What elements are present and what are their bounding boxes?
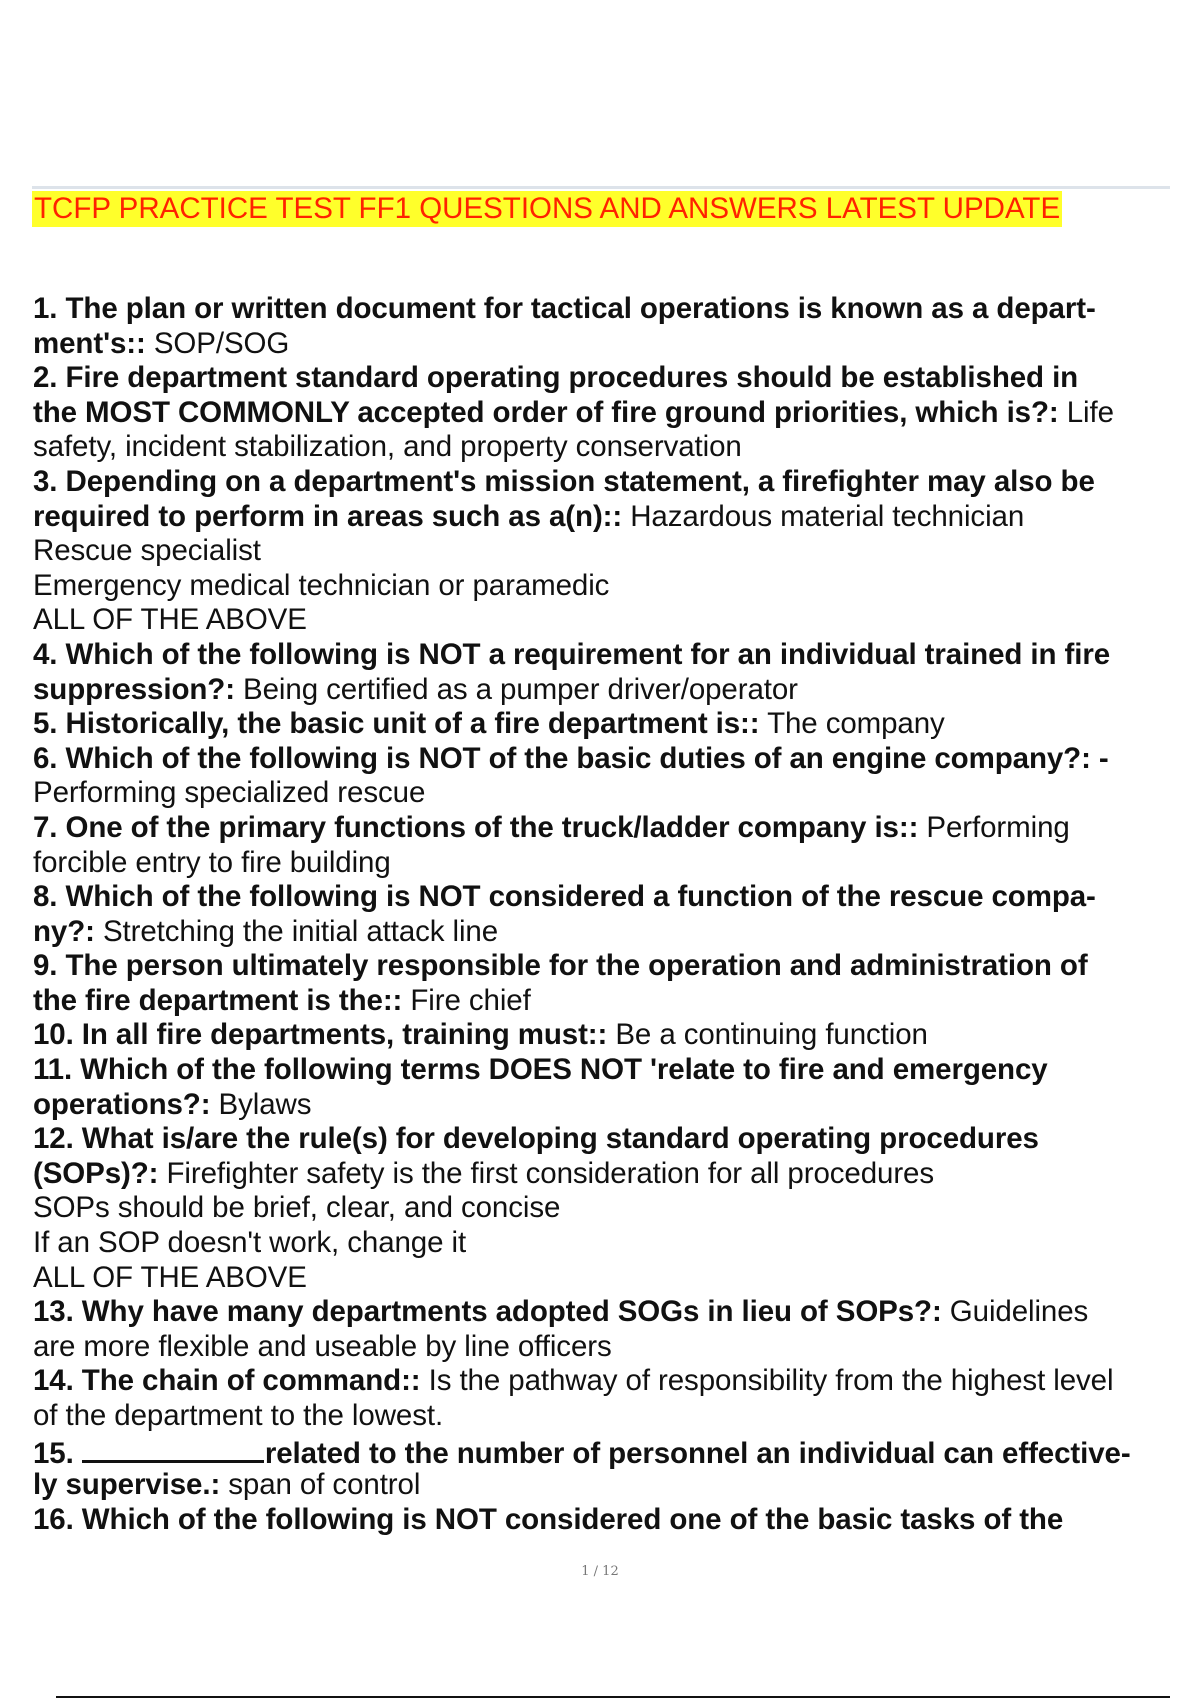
question-text: ny?: [33, 914, 95, 948]
text-line [33, 1261, 1173, 1296]
question-text: 2. Fire department standard operating procedures should be established in [33, 361, 1079, 395]
answer-text: Hazardous material technician [622, 499, 1025, 533]
answer-text: ALL OF THE ABOVE [33, 1260, 307, 1294]
text-line [33, 1330, 1173, 1365]
text-line [33, 569, 1173, 604]
text-line [33, 500, 1173, 535]
question-text: 10. In all fire departments, training must:: [33, 1018, 608, 1052]
text-line [33, 1157, 1173, 1192]
answer-text: The company [759, 707, 945, 741]
question-text: required to perform in areas such as a(n):: [33, 499, 623, 533]
text-line [33, 880, 1173, 915]
question-text: 15. [33, 1436, 82, 1470]
text-line [33, 742, 1173, 777]
text-line [33, 1226, 1173, 1261]
question-text: (SOPs)?: [33, 1156, 159, 1190]
question-text: operations?: [33, 1087, 211, 1121]
question-text: 8. Which of the following is NOT considered a function of the rescue compa- [33, 880, 1096, 914]
answer-text: Guidelines [941, 1295, 1089, 1329]
answer-text: Performing specialized rescue [33, 776, 426, 810]
footer-divider [56, 1696, 1170, 1698]
answer-text: If an SOP doesn't work, change it [33, 1226, 467, 1260]
answer-text: safety, incident stabilization, and property conservation [33, 430, 742, 464]
text-line [33, 1399, 1173, 1434]
text-line [33, 1018, 1173, 1053]
text-line [33, 465, 1173, 500]
answer-text: Rescue specialist [33, 534, 261, 568]
question-text: suppression?: [33, 672, 235, 706]
text-line [33, 1503, 1173, 1538]
text-line [33, 776, 1173, 811]
header-divider [32, 186, 1170, 189]
question-text: 13. Why have many departments adopted SOGs in lieu of SOPs?: [33, 1295, 942, 1329]
question-text: 1. The plan or written document for tactical operations is known as a depart- [33, 292, 1096, 325]
question-text: the MOST COMMONLY accepted order of fire ground priorities, which is?: [33, 395, 1059, 429]
text-line [33, 638, 1173, 673]
text-line [33, 292, 1173, 327]
answer-text: Life [1058, 395, 1114, 429]
text-line [33, 396, 1173, 431]
answer-text: SOP/SOG [145, 326, 290, 360]
text-line [33, 430, 1173, 465]
answer-text: Being certified as a pumper driver/operator [234, 672, 798, 706]
answer-text: Fire chief [402, 983, 531, 1017]
text-line [33, 949, 1173, 984]
answer-text: Firefighter safety is the first consideration for all procedures [158, 1156, 935, 1190]
answer-text: Emergency medical technician or paramedic [33, 568, 610, 602]
title-block [32, 191, 1062, 227]
text-line [33, 1468, 1173, 1503]
fill-in-blank [82, 1434, 264, 1463]
text-line [33, 1088, 1173, 1123]
answer-text: are more flexible and useable by line officers [33, 1329, 612, 1363]
question-text: ly supervise.: [33, 1468, 221, 1502]
answer-text: of the department to the lowest. [33, 1399, 444, 1432]
text-line [33, 534, 1173, 569]
text-line [33, 811, 1173, 846]
page-indicator: 1 / 12 [581, 1564, 619, 1579]
question-text: 3. Depending on a department's mission statement, a firefighter may also be [33, 464, 1095, 498]
text-line [33, 1191, 1173, 1226]
question-text: 12. What is/are the rule(s) for developing standard operating procedures [33, 1122, 1039, 1156]
text-line [33, 603, 1173, 638]
text-line [33, 1434, 1173, 1469]
document-title: TCFP PRACTICE TEST FF1 QUESTIONS AND ANSWERS LATEST UPDATE [34, 192, 1061, 225]
question-text: 4. Which of the following is NOT a requirement for an individual trained in fire [33, 637, 1111, 671]
answer-text: Be a continuing function [607, 1018, 928, 1052]
text-line [33, 1364, 1173, 1399]
answer-text: forcible entry to fire building [33, 845, 391, 879]
answer-text: Is the pathway of responsibility from the highest level [420, 1364, 1114, 1398]
text-line [33, 707, 1173, 742]
text-line [33, 915, 1173, 950]
text-line [33, 1295, 1173, 1330]
question-text: 7. One of the primary functions of the truck/ladder company is:: [33, 810, 919, 844]
answer-text: span of control [220, 1468, 421, 1502]
question-text: ment's:: [33, 326, 146, 360]
answer-text: Bylaws [210, 1087, 312, 1121]
text-line [33, 361, 1173, 396]
text-line [33, 984, 1173, 1019]
question-text: 5. Historically, the basic unit of a fire department is:: [33, 707, 760, 741]
text-line [33, 1122, 1173, 1157]
question-text: 9. The person ultimately responsible for the operation and administration of [33, 949, 1088, 983]
text-line [33, 846, 1173, 881]
question-text: 11. Which of the following terms DOES NOT 'relate to fire and emergency [33, 1053, 1048, 1087]
question-text: related to the number of personnel an individual can effective- [264, 1436, 1131, 1470]
answer-text: ALL OF THE ABOVE [33, 603, 307, 637]
question-text: 14. The chain of command:: [33, 1364, 421, 1398]
answer-text: Stretching the initial attack line [94, 914, 499, 948]
answer-text: SOPs should be brief, clear, and concise [33, 1191, 561, 1225]
text-line [33, 1053, 1173, 1088]
answer-text: Performing [918, 810, 1070, 844]
text-line [33, 327, 1173, 362]
question-text: the fire department is the:: [33, 983, 403, 1017]
text-line [33, 673, 1173, 708]
question-list [33, 292, 1173, 1537]
question-text: 16. Which of the following is NOT considered one of the basic tasks of the [33, 1502, 1064, 1536]
question-text: 6. Which of the following is NOT of the basic duties of an engine company?: - [33, 741, 1109, 775]
